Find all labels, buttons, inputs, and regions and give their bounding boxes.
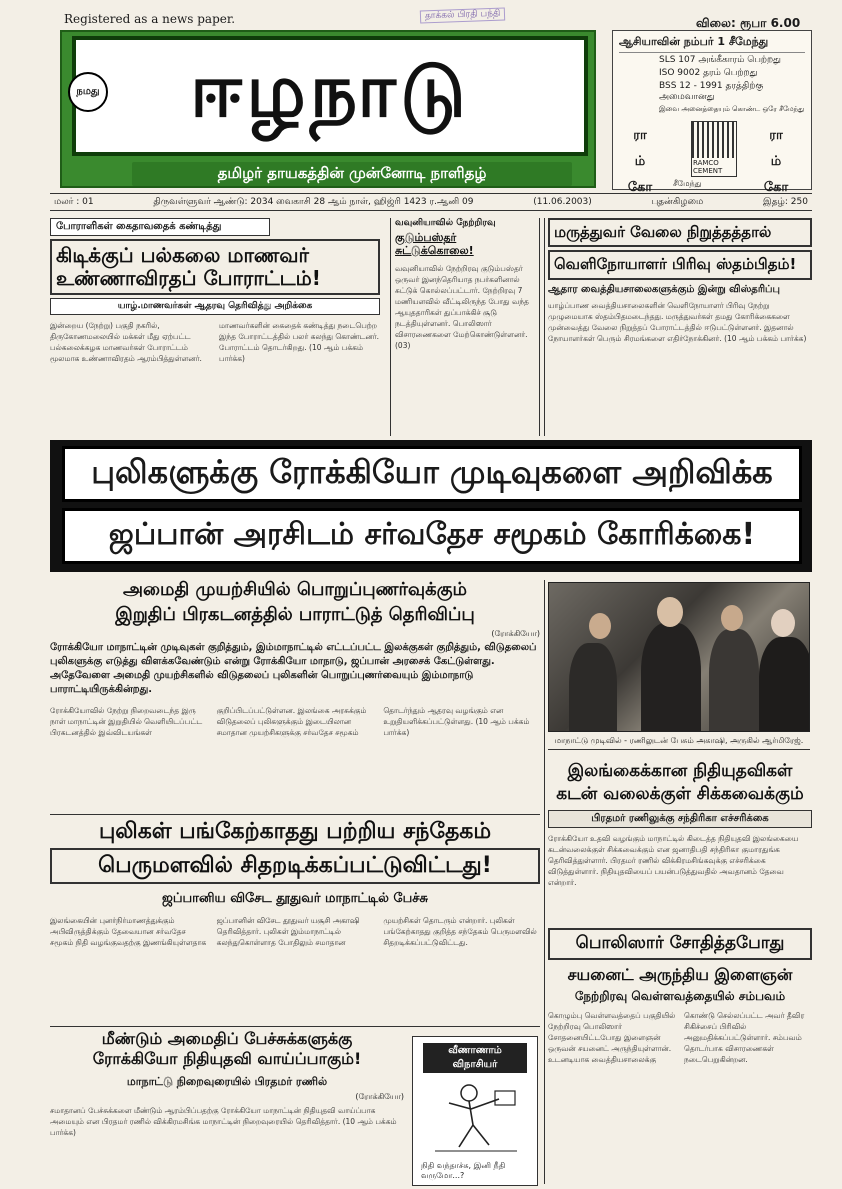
masthead-prefix-badge: நமது (68, 72, 108, 112)
story5-headline-box (50, 848, 540, 883)
photo-caption: மாநாட்டு முடிவில் - ரணிலுடன் பேசும் அகாஷி, அருகில் ஆர்மிரேஜ். (548, 736, 810, 750)
story6-body: ரோக்கியோ உதவி வழங்கும் மாநாட்டில் கிடைத்த நிதியுதவி இலங்கையை கடன்வலைக்குள் சிக்கவைக்கும் என ஜனாதிபதி சந்திரிகா குமாரதுங்க தெரிவித்துள்ளார். பிரதமர் ரணில் விக்கிரமசிங்கவுக்கு எச்சரிக்கை விடுத்துள்ளார். நிதியுதவியைப் பயன்படுத்துவதில் அவதானம் தேவை என்றார். (548, 834, 799, 888)
story5-headline-1: புலிகள் பங்கேற்காதது பற்றிய சந்தேகம் (98, 819, 492, 844)
story1-body: இன்றைய (நேற்று) பகுதி நகரில், திருகோணமலையில் மக்கள் மீது ஏற்பட்ட பல்கலைக்கழக மாணவர்கள் போராட்டம் மூலமாக உண்ணாவிரதம் ஆரம்பித்துள்ளனர். மாணவர்களின் கைதைக் கண்டித்து நடைபெற்ற இந்த போராட்டத்தில் பலர் கலந்து கொண்டனர். போராட்டம் தொடர்கிறது. (10 ஆம் பக்கம் பார்க்க) (50, 321, 380, 363)
story7-headline-1: பொலிஸார் சோதித்தபோது (575, 933, 785, 953)
story-tigers-absence (50, 814, 540, 1024)
masthead-title-box (72, 36, 588, 156)
price-label: விலை: ரூபா 6.00 (696, 16, 801, 30)
ramco-logo (691, 121, 737, 177)
story1-headline-1: கிடிக்குப் பல்கலை மாணவர் (56, 243, 309, 267)
dateline-date: (11.06.2003) (533, 197, 592, 207)
ad-right-word: ரா (769, 128, 783, 143)
story-cyanide-youth (548, 928, 812, 1182)
story3-sub: ஆதார வைத்தியசாலைகளுக்கும் இன்று விஸ்தரிப்பு (548, 283, 780, 295)
dateline-page: இதழ்: 250 (763, 196, 808, 207)
registered-notice: Registered as a news paper. (64, 12, 236, 26)
photo-face (771, 609, 795, 637)
photo-figure (641, 623, 701, 732)
story4-headline-1: அமைதி முயற்சியில் பொறுப்புணர்வுக்கும் (122, 579, 468, 600)
story2-headline: குடும்பஸ்தர் சுட்டுக்கொலை! (395, 231, 474, 257)
photo-face (657, 597, 683, 627)
news-photo (548, 582, 810, 732)
story3-headline-2: வெளிநோயாளர் பிரிவு ஸ்தம்பிதம்! (554, 255, 797, 274)
masthead-tagline: தமிழர் தாயகத்தின் முன்னோடி நாளிதழ் (132, 162, 572, 186)
story6-headline-2: கடன் வலைக்குள் சிக்கவைக்கும் (556, 783, 804, 804)
story-students-fast (50, 218, 380, 436)
lead-headline-2: ஜப்பான் அரசிடம் சர்வதேச சமூகம் கோரிக்கை! (62, 508, 802, 564)
story2-kicker: வவுனியாவில் நேற்றிரவு (395, 218, 496, 228)
ad-right-column (763, 123, 789, 201)
masthead (60, 30, 596, 188)
ad-right-word: ம் (770, 154, 782, 169)
story4-headline-2: இறுதிப் பிரகடனத்தில் பாராட்டுத் தெரிவிப்பு (115, 603, 475, 625)
ad-line: SLS 107 அங்கீகாரம் பெற்றது (659, 55, 781, 65)
cartoon-title-1: வீணாணாம் (448, 1045, 502, 1056)
story-loan-warning (548, 762, 812, 922)
lead-headline-1: புலிகளுக்கு ரோக்கியோ முடிவுகளை அறிவிக்க (62, 446, 802, 502)
story3-headline-box (548, 218, 812, 247)
dateline-year: திருவள்ளுவர் ஆண்டு: 2034 வைகாசி 28 ஆம் நாள், ஹிஜ்ரி 1423 ர.ஆனி 09 (153, 196, 474, 207)
cartoon-caption: நிதி வந்தாச்சு, இனி நீதி வருமோ...? (421, 1161, 506, 1180)
photo-face (589, 613, 611, 639)
column-rule (544, 580, 545, 1184)
photo-figure (759, 637, 810, 732)
ad-right-word: கோ (763, 180, 789, 195)
column-rule (544, 218, 545, 436)
story1-headline-2: உண்ணாவிரதப் போராட்டம்! (56, 266, 321, 290)
story3-headline-1: மருத்துவர் வேலை நிறுத்தத்தால் (554, 223, 772, 241)
ad-line: இவை அனைத்தையும் கொண்ட ஒரே சீமேந்து (659, 105, 805, 113)
story-vavuniya-shooting (390, 218, 540, 436)
cartoon-drawing (429, 1081, 523, 1157)
story-tokyo-aid-talks (50, 1030, 404, 1182)
ad-left-column (627, 123, 653, 201)
dateline-day: புதன்கிழமை (651, 196, 704, 207)
story1-headline-box (50, 239, 380, 295)
story8-body: சமாதானப் பேச்சுக்களை மீண்டும் ஆரம்பிப்பதற்கு ரோக்கியோ மாநாட்டின் நிதியுதவி வாய்ப்பாக அமையும் என பிரதமர் ரணில் விக்கிரமசிங்க மாநாட்டின் நிறைவுரையில் தெரிவித்தார். (10 ஆம் பக்கம் பார்க்க) (50, 1105, 397, 1137)
story8-sub: மாநாட்டு நிறைவுரையில் பிரதமர் ரணில் (126, 1074, 328, 1088)
ad-left-word: கோ (627, 180, 653, 195)
story5-headline-2: பெருமளவில் சிதறடிக்கப்பட்டுவிட்டது! (98, 853, 492, 879)
ramco-logo-text: RAMCO CEMENT (692, 158, 736, 176)
story3-body: யாழ்ப்பாண வைத்தியசாலைகளின் வெளிநோயாளர் பிரிவு நேற்று முழுமையாக ஸ்தம்பிதமடைந்தது. மருத்துவர்கள் தமது கோரிக்கைகளை முன்வைத்து வேலை நிறுத்தப் போராட்டத்தில் ஈடுபட்டுள்ளனர். இதனால் நோயாளர்கள் பெரும் சிரமங்களை எதிர்நோக்கினர். (10 ஆம் பக்கம் பார்க்க) (548, 300, 807, 343)
ad-lines (619, 55, 805, 114)
story5-sub: ஜப்பானிய விசேட தூதுவர் மாநாட்டில் பேச்சு (161, 890, 428, 906)
story7-headline-box (548, 928, 812, 960)
ad-footer: சீமேந்து (673, 179, 702, 188)
story7-body: கொழும்பு வெள்ளவத்தைப் பகுதியில் நேற்றிரவு பொலிஸார் சோதனையிட்டபோது இளைஞன் ஒருவன் சயனைட் அருந்தியுள்ளான். உடனடியாக வைத்தியசாலைக்கு கொண்டு செல்லப்பட்ட அவர் தீவிர சிகிச்சைப் பிரிவில் அனுமதிக்கப்பட்டுள்ளார். சம்பவம் தொடர்பாக விசாரணைகள் நடைபெறுகின்றன. (548, 1010, 805, 1064)
story4-intro: ரோக்கியோ மாநாட்டின் முடிவுகள் குறித்தும், இம்மாநாட்டில் எட்டப்பட்ட இலக்குகள் குறித்தும், விடுதலைப் புலிகளுக்கு எடுத்து விளக்கவேண்டும் என்று ரோக்கியோ மாநாடு, ஜப்பான் அரசைக் கேட்டுள்ளது. அதேவேளை அமைதி முயற்சிகளில் விடுதலைப் புலிகளின் பொறுப்புணர்வையும் இம்மாநாடு பாராட்டியிருக்கின்றது. (50, 642, 537, 696)
story-peace-effort-praise (50, 580, 540, 810)
story-doctors-strike (548, 218, 812, 436)
cartoon-box (412, 1036, 538, 1186)
story8-headline-2: ரோக்கியோ நிதியுதவி வாய்ப்பாகும்! (92, 1049, 362, 1069)
masthead-title: ஈழநாடு (190, 48, 470, 134)
story6-headline-1: இலங்கைக்கான நிதியுதவிகள் (567, 761, 793, 781)
ad-left-word: ம் (634, 154, 646, 169)
story1-kicker: போராளிகள் கைதாவதைக் கண்டித்து (50, 218, 270, 236)
story4-dateline: (ரோக்கியோ) (491, 629, 540, 639)
ad-line: BSS 12 - 1991 தரத்திற்கு அமைவானது (659, 81, 764, 102)
dateline-bar (50, 193, 812, 211)
story7-sub: நேற்றிரவு வெள்ளவத்தையில் சம்பவம் (574, 988, 786, 1003)
ad-heading: ஆசியாவின் நம்பர் 1 சீமேந்து (619, 35, 805, 53)
ad-left-word: ரா (633, 128, 647, 143)
photo-face (721, 605, 743, 631)
story2-body: வவுனியாவில் நேற்றிரவு குடும்பஸ்தர் ஒருவர் இனந்தெரியாத நபர்களினால் சுட்டுக் கொல்லப்பட்டார். நேற்றிரவு 7 மணியளவில் வீட்டிலிருந்த போது வந்த ஆயுததாரிகள் துப்பாக்கிச் சூடு நடத்தியுள்ளனர். பொலிஸார் விசாரணைகளை மேற்கொண்டுள்ளனர். (03) (395, 264, 529, 351)
story6-sub: பிரதமர் ரணிலுக்கு சந்திரிகா எச்சரிக்கை (548, 810, 812, 828)
ad-line: ISO 9002 தரம் பெற்றது (659, 68, 758, 78)
photo-figure (709, 629, 759, 732)
section-rule (50, 1026, 540, 1027)
story4-body: ரோக்கியோவில் நேற்று நிறைவடைந்த இரு நாள் மாநாட்டின் இறுதியில் வெளியிடப்பட்ட பிரகடனத்தில் இவ்விடயங்கள் குறிப்பிடப்பட்டுள்ளன. இலங்கை அரசுக்கும் விடுதலைப் புலிகளுக்கும் இடையிலான சமாதான முயற்சிகளுக்கு சர்வதேச சமூகம் தொடர்ந்தும் ஆதரவு வழங்கும் என உறுதியளிக்கப்பட்டுள்ளது. (10 ஆம் பக்கம் பார்க்க) (50, 706, 530, 738)
story7-headline-2: சயனைட் அருந்திய இளைஞன் (567, 964, 793, 984)
story5-body: இலங்கையின் புனர்நிர்மாணத்துக்கும் அபிவிருத்திக்கும் தேவையான சர்வதேச சமூகம் நிதி வழங்குவதற்கு இணங்கியுள்ளதாக ஜப்பானின் விசேட தூதுவர் யசூசி அகாஷி தெரிவித்தார். புலிகள் இம்மாநாட்டில் கலந்துகொள்ளாத போதிலும் சமாதான முயற்சிகள் தொடரும் என்றார். புலிகள் பங்கேற்காதது குறித்த சந்தேகம் பெருமளவில் சிதறடிக்கப்பட்டுவிட்டது. (50, 915, 537, 947)
ramco-cement-ad (612, 30, 812, 195)
photo-figure (569, 643, 617, 732)
dateline-issue: மலர் : 01 (54, 196, 94, 207)
story8-headline-1: மீண்டும் அமைதிப் பேச்சுக்களுக்கு (101, 1029, 353, 1048)
filing-stamp: தாக்கல் பிரதி பந்தி (420, 8, 506, 24)
cartoon-title-2: விநாசியர் (452, 1059, 498, 1070)
cartoon-title (423, 1043, 527, 1073)
story3-headline-box-2 (548, 250, 812, 279)
story8-dateline: (ரோக்கியோ) (355, 1091, 404, 1101)
story1-sub: யாழ்.மாணவர்கள் ஆதரவு தெரிவித்து அறிக்கை (50, 298, 380, 315)
